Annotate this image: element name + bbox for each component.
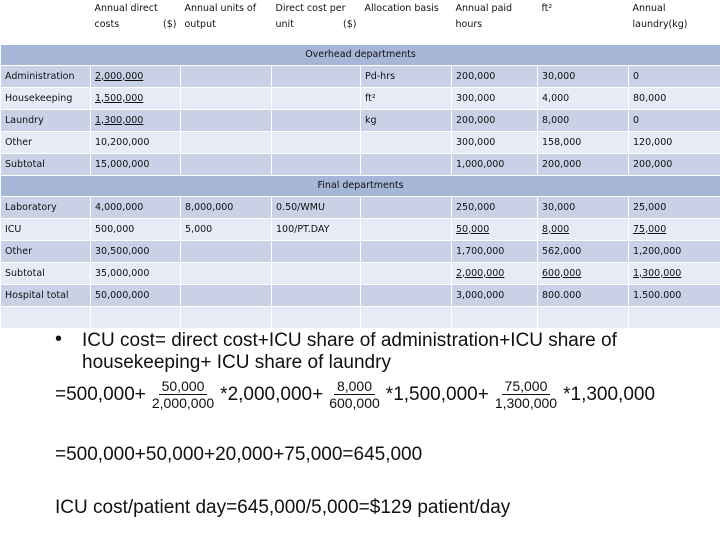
section-header-row [1, 175, 720, 196]
table-row [1, 306, 720, 328]
table-row [1, 87, 720, 109]
table-cell [272, 131, 361, 153]
table-cell: 5,000 [181, 218, 272, 240]
table-cell: 100/PT.DAY [272, 218, 361, 240]
column-header: Annual units of output [181, 0, 272, 44]
table-row [1, 284, 720, 306]
table-cell: 250,000 [452, 196, 538, 218]
table-cell: 3,000,000 [452, 284, 538, 306]
table-cell [361, 196, 452, 218]
row-label: Laundry [1, 109, 91, 131]
table-row [1, 262, 720, 284]
table-cell [361, 262, 452, 284]
table-cell: 1,000,000 [452, 153, 538, 175]
row-label: Laboratory [1, 196, 91, 218]
icu-cost-sum: =500,000+50,000+20,000+75,000=645,000 [55, 444, 423, 465]
table-cell: 50,000 [452, 218, 538, 240]
table-cell: 4,000,000 [91, 196, 181, 218]
table-cell: 75,000 [629, 218, 720, 240]
table-cell: 800.000 [538, 284, 629, 306]
table-cell: 30,500,000 [91, 240, 181, 262]
fraction-denominator: 1,300,000 [494, 395, 558, 411]
table-cell [272, 306, 361, 328]
table-cell: 4,000 [538, 87, 629, 109]
admin-share-fraction [149, 378, 217, 411]
table-cell: 1.500.000 [629, 284, 720, 306]
table-body [1, 44, 720, 328]
table-cell [181, 131, 272, 153]
row-label: Hospital total [1, 284, 91, 306]
table-cell [361, 240, 452, 262]
table-cell [181, 284, 272, 306]
table-row [1, 196, 720, 218]
table-cell: 1,300,000 [629, 262, 720, 284]
bullet-marker: • [55, 328, 63, 350]
housekeeping-share-fraction [326, 378, 383, 411]
table-row [1, 153, 720, 175]
table-cell: 2,000,000 [91, 65, 181, 87]
table-cell: 30,000 [538, 65, 629, 87]
table-cell: 0 [629, 109, 720, 131]
icu-cost-definition-line1: ICU cost= direct cost+ICU share of administration+ICU share of [82, 330, 617, 351]
table-cell: 30,000 [538, 196, 629, 218]
table-cell [181, 240, 272, 262]
table-cell [538, 306, 629, 328]
table-cell [361, 131, 452, 153]
table-cell: 562,000 [538, 240, 629, 262]
table-cell: 200,000 [629, 153, 720, 175]
row-label: Housekeeping [1, 87, 91, 109]
table-cell: 120,000 [629, 131, 720, 153]
icu-cost-per-patient-day: ICU cost/patient day=645,000/5,000=$129 patient/day [55, 497, 511, 518]
table-row [1, 218, 720, 240]
header-blank [1, 0, 91, 44]
table-cell: 2,000,000 [452, 262, 538, 284]
column-header: Annual laundry(kg) [629, 0, 720, 44]
table-cell [361, 306, 452, 328]
table-cell: 200,000 [452, 109, 538, 131]
section-title: Final departments [1, 175, 720, 196]
column-header: Annual direct costs ($) [91, 0, 181, 44]
column-header: Direct cost per unit ($) [272, 0, 361, 44]
table-cell [361, 153, 452, 175]
fraction-denominator: 2,000,000 [151, 395, 215, 411]
table-cell [181, 306, 272, 328]
table-cell: 300,000 [452, 87, 538, 109]
table-cell: 1,500,000 [91, 87, 181, 109]
eq-mid1: *2,000,000+ [220, 383, 324, 405]
column-header: Allocation basis [361, 0, 452, 44]
row-label: Other [1, 131, 91, 153]
table-cell [452, 306, 538, 328]
table-cell: 8,000 [538, 109, 629, 131]
table-row [1, 131, 720, 153]
row-label [1, 306, 91, 328]
table-cell: 8,000,000 [181, 196, 272, 218]
row-label: Subtotal [1, 262, 91, 284]
table-cell: 35,000,000 [91, 262, 181, 284]
table-cell: kg [361, 109, 452, 131]
row-label: Administration [1, 65, 91, 87]
table-cell: 15,000,000 [91, 153, 181, 175]
icu-cost-definition-line2: housekeeping+ ICU share of laundry [82, 352, 391, 373]
table-header-row [1, 0, 720, 44]
table-cell: 1,300,000 [91, 109, 181, 131]
fraction-numerator: 75,000 [502, 378, 551, 395]
table-cell [272, 153, 361, 175]
table-cell [272, 87, 361, 109]
table-cell: Pd-hrs [361, 65, 452, 87]
table-cell [361, 284, 452, 306]
table-cell [272, 240, 361, 262]
table-cell [181, 153, 272, 175]
table-cell: 500,000 [91, 218, 181, 240]
table-cell [272, 262, 361, 284]
table-cell: 10,200,000 [91, 131, 181, 153]
table-cell: 200,000 [452, 65, 538, 87]
row-label: Other [1, 240, 91, 262]
table-cell [181, 87, 272, 109]
table-cell: 600,000 [538, 262, 629, 284]
table-cell: 50,000,000 [91, 284, 181, 306]
icu-cost-equation [55, 378, 655, 411]
table-cell [361, 218, 452, 240]
table-row [1, 109, 720, 131]
table-cell [272, 109, 361, 131]
table-cell [181, 65, 272, 87]
column-header: ft² [538, 0, 629, 44]
table-cell: 200,000 [538, 153, 629, 175]
table-cell: 1,200,000 [629, 240, 720, 262]
table-cell: 158,000 [538, 131, 629, 153]
table-cell [272, 65, 361, 87]
eq-start: =500,000+ [55, 383, 146, 405]
table-cell: 8,000 [538, 218, 629, 240]
table-cell: 1,700,000 [452, 240, 538, 262]
table-cell [181, 262, 272, 284]
table-cell: 80,000 [629, 87, 720, 109]
table-row [1, 65, 720, 87]
fraction-denominator: 600,000 [329, 395, 380, 411]
section-header-row [1, 44, 720, 65]
table-cell: ft² [361, 87, 452, 109]
table-cell: 0 [629, 65, 720, 87]
laundry-share-fraction [492, 378, 560, 411]
table-cell [272, 284, 361, 306]
table-cell: 300,000 [452, 131, 538, 153]
table-row [1, 240, 720, 262]
eq-mid2: *1,500,000+ [385, 383, 489, 405]
table-cell: 0.50/WMU [272, 196, 361, 218]
section-title: Overhead departments [1, 44, 720, 65]
row-label: ICU [1, 218, 91, 240]
table-cell [91, 306, 181, 328]
table-cell [629, 306, 720, 328]
fraction-numerator: 8,000 [334, 378, 375, 395]
table-cell [181, 109, 272, 131]
table-cell: 25,000 [629, 196, 720, 218]
fraction-numerator: 50,000 [159, 378, 208, 395]
row-label: Subtotal [1, 153, 91, 175]
column-header: Annual paid hours [452, 0, 538, 44]
eq-end: *1,300,000 [563, 383, 656, 405]
